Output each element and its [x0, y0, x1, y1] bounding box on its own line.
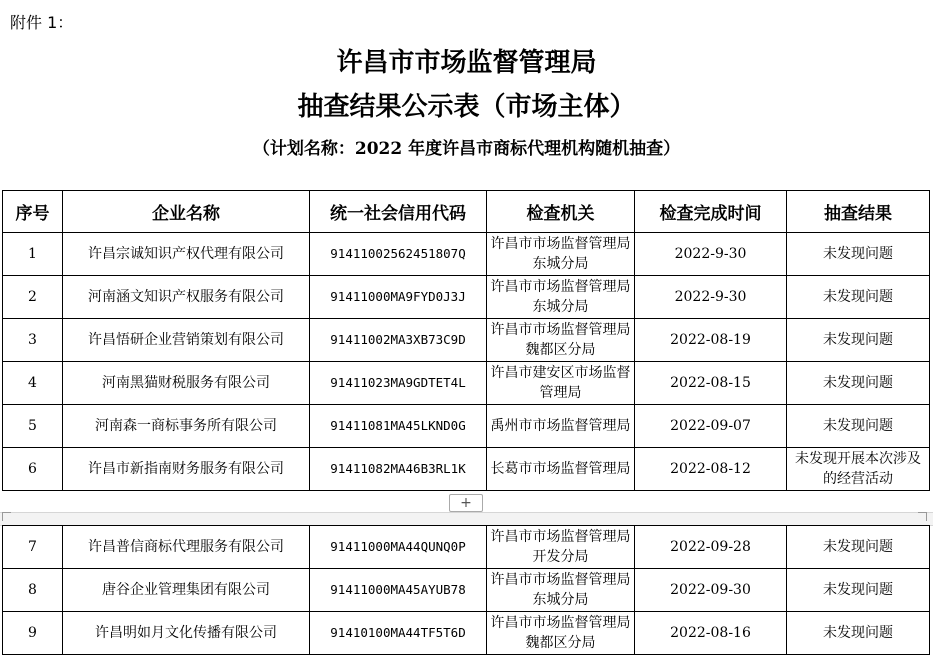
cell-serial: 7	[3, 526, 63, 569]
cell-result: 未发现问题	[787, 276, 930, 319]
table-row	[3, 526, 930, 569]
cell-serial: 3	[3, 319, 63, 362]
cell-inspection-agency: 长葛市市场监督管理局	[487, 448, 635, 491]
cell-completion-date: 2022-09-07	[635, 405, 787, 448]
cell-completion-date: 2022-09-30	[635, 569, 787, 612]
cell-inspection-agency: 禹州市市场监督管理局	[487, 405, 635, 448]
cell-credit-code: 91411000MA9FYD0J3J	[310, 276, 487, 319]
table-row	[3, 233, 930, 276]
cell-company-name: 许昌宗诚知识产权代理有限公司	[63, 233, 310, 276]
cell-inspection-agency: 许昌市市场监督管理局魏都区分局	[487, 319, 635, 362]
table-row	[3, 276, 930, 319]
page-corner-mark-right	[918, 512, 927, 521]
cell-result: 未发现问题	[787, 362, 930, 405]
cell-inspection-agency: 许昌市建安区市场监督管理局	[487, 362, 635, 405]
cell-completion-date: 2022-08-19	[635, 319, 787, 362]
cell-credit-code: 91411023MA9GDTET4L	[310, 362, 487, 405]
document-subtitle-title: 抽查结果公示表（市场主体）	[297, 92, 636, 122]
cell-company-name: 许昌悟研企业营销策划有限公司	[63, 319, 310, 362]
cell-credit-code: 91411002MA3XB73C9D	[310, 319, 487, 362]
table-row	[3, 319, 930, 362]
cell-company-name: 唐谷企业管理集团有限公司	[63, 569, 310, 612]
cell-serial: 2	[3, 276, 63, 319]
cell-company-name: 许昌普信商标代理服务有限公司	[63, 526, 310, 569]
cell-credit-code: 91411082MA46B3RL1K	[310, 448, 487, 491]
cell-result: 未发现问题	[787, 526, 930, 569]
header-company-name: 企业名称	[63, 191, 310, 233]
document-title: 许昌市市场监督管理局	[336, 48, 597, 78]
page-corner-mark-left	[2, 512, 11, 521]
cell-credit-code: 91411000MA45AYUB78	[310, 569, 487, 612]
header-serial: 序号	[3, 191, 63, 233]
cell-completion-date: 2022-08-15	[635, 362, 787, 405]
cell-company-name: 许昌市新指南财务服务有限公司	[63, 448, 310, 491]
cell-completion-date: 2022-09-28	[635, 526, 787, 569]
cell-serial: 4	[3, 362, 63, 405]
cell-completion-date: 2022-08-16	[635, 612, 787, 655]
cell-credit-code: 91411000MA44QUNQ0P	[310, 526, 487, 569]
cell-completion-date: 2022-08-12	[635, 448, 787, 491]
cell-company-name: 河南黑猫财税服务有限公司	[63, 362, 310, 405]
cell-inspection-agency: 许昌市市场监督管理局东城分局	[487, 276, 635, 319]
cell-inspection-agency: 许昌市市场监督管理局东城分局	[487, 233, 635, 276]
results-table	[2, 190, 930, 491]
cell-inspection-agency: 许昌市市场监督管理局东城分局	[487, 569, 635, 612]
cell-company-name: 许昌明如月文化传播有限公司	[63, 612, 310, 655]
cell-company-name: 河南涵文知识产权服务有限公司	[63, 276, 310, 319]
header-credit-code: 统一社会信用代码	[310, 191, 487, 233]
table-row	[3, 448, 930, 491]
cell-serial: 1	[3, 233, 63, 276]
cell-serial: 9	[3, 612, 63, 655]
cell-result: 未发现问题	[787, 569, 930, 612]
plan-name: （计划名称：2022 年度许昌市商标代理机构随机抽查）	[252, 139, 681, 159]
cell-serial: 6	[3, 448, 63, 491]
table-row	[3, 569, 930, 612]
cell-result: 未发现问题	[787, 405, 930, 448]
header-inspection-agency: 检查机关	[487, 191, 635, 233]
table-row	[3, 362, 930, 405]
table-row	[3, 612, 930, 655]
cell-result: 未发现问题	[787, 612, 930, 655]
cell-result: 未发现问题	[787, 233, 930, 276]
table-header-row	[3, 191, 930, 233]
cell-credit-code: 91410100MA44TF5T6D	[310, 612, 487, 655]
expand-button[interactable]: +	[449, 494, 483, 512]
cell-result: 未发现开展本次涉及的经营活动	[787, 448, 930, 491]
cell-completion-date: 2022-9-30	[635, 233, 787, 276]
cell-company-name: 河南森一商标事务所有限公司	[63, 405, 310, 448]
cell-serial: 5	[3, 405, 63, 448]
cell-result: 未发现问题	[787, 319, 930, 362]
cell-completion-date: 2022-9-30	[635, 276, 787, 319]
table-row	[3, 405, 930, 448]
page-break	[0, 512, 933, 526]
header-result: 抽查结果	[787, 191, 930, 233]
header-completion-date: 检查完成时间	[635, 191, 787, 233]
results-table-continued	[2, 525, 930, 655]
cell-credit-code: 91411081MA45LKND0G	[310, 405, 487, 448]
cell-credit-code: 91411002562451807Q	[310, 233, 487, 276]
cell-serial: 8	[3, 569, 63, 612]
cell-inspection-agency: 许昌市市场监督管理局魏都区分局	[487, 612, 635, 655]
cell-inspection-agency: 许昌市市场监督管理局开发分局	[487, 526, 635, 569]
attachment-label: 附件 1：	[10, 13, 74, 32]
